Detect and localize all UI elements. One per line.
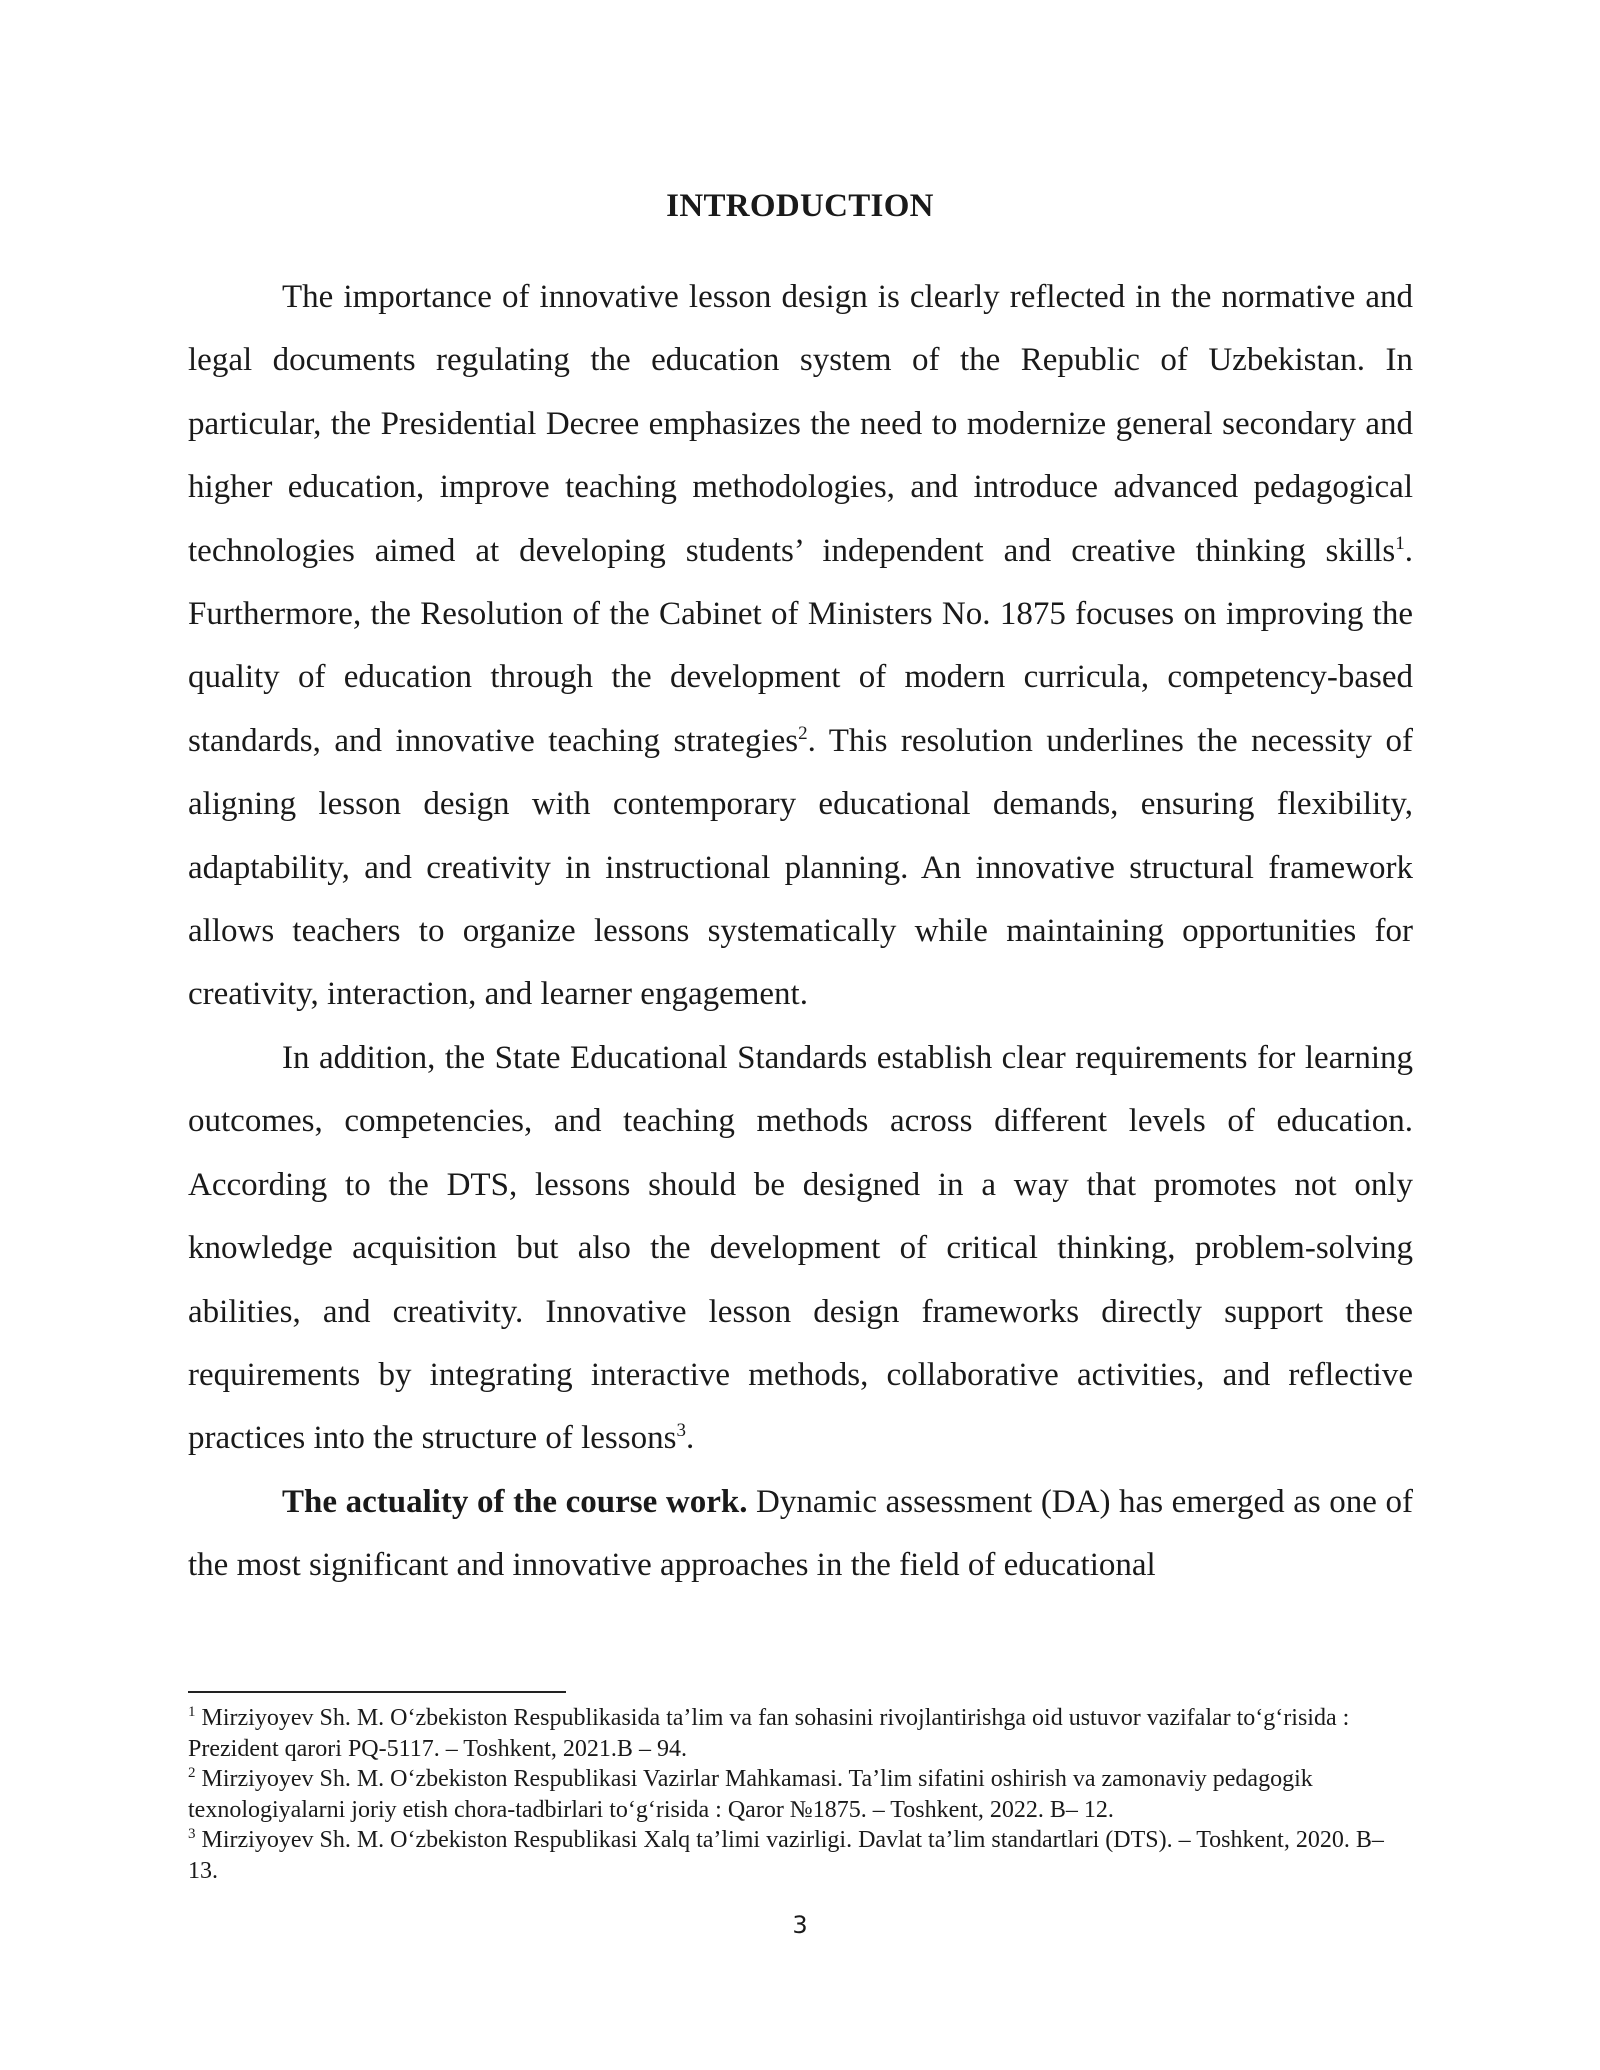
footnote-mark-1: 1 xyxy=(188,1704,196,1720)
footnote-ref-1[interactable]: 1 xyxy=(1395,532,1405,554)
footnote-1 xyxy=(188,1703,1413,1764)
footnote-2 xyxy=(188,1764,1413,1825)
paragraph-2 xyxy=(188,1027,1413,1471)
footnotes xyxy=(188,1703,1413,1886)
paragraph-2-text-b: . xyxy=(685,1420,695,1457)
paragraph-1-text-b: . Furthermore, the Resolution of the Cabinet of Ministers No. 1875 focuses on improving the quality of education through the development of modern curricula, competency-based standards, and innovative teaching strategies xyxy=(188,532,1413,759)
paragraph-1-text-c: . This resolution underlines the necessity of aligning lesson design with contemporary educational demands, ensuring flexibility, adaptability, and creativity in instructional planning. An innovative structural framework allows teachers to organize lessons systematically while maintaining opportunities for creativity, interaction, and learner engagement. xyxy=(188,722,1413,1013)
paragraph-1-text-a: The importance of innovative lesson design is clearly reflected in the normative and legal documents regulating the education system of the Republic of Uzbekistan. In particular, the Presidential Decree emphasizes the need to modernize general secondary and higher education, improve teaching methodologies, and introduce advanced pedagogical technologies aimed at developing students’ independent and creative thinking skills xyxy=(188,279,1413,569)
footnote-ref-3[interactable]: 3 xyxy=(676,1420,686,1442)
paragraph-3 xyxy=(188,1471,1413,1598)
paragraph-3-text: Dynamic assessment (DA) has emerged as one of the most significant and innovative approaches in the field of educational xyxy=(188,1483,1413,1584)
page-number: 3 xyxy=(792,1911,808,1939)
body-text xyxy=(188,266,1413,1598)
footnote-ref-2[interactable]: 2 xyxy=(798,722,808,744)
footnote-mark-2: 2 xyxy=(188,1765,196,1781)
footnote-separator xyxy=(188,1691,566,1693)
footnote-3 xyxy=(188,1825,1413,1886)
paragraph-1 xyxy=(188,266,1413,1027)
footnote-3-text: Mirziyoyev Sh. M. O‘zbekiston Respublikasi Xalq ta’limi vazirligi. Davlat ta’lim standartlari (DTS). – Toshkent, 2020. B– 13. xyxy=(188,1827,1384,1884)
footnote-mark-3: 3 xyxy=(188,1826,196,1842)
paragraph-3-bold-lead: The actuality of the course work. xyxy=(282,1483,748,1520)
section-heading: INTRODUCTION xyxy=(666,188,934,224)
footnote-2-text: Mirziyoyev Sh. M. O‘zbekiston Respublikasi Vazirlar Mahkamasi. Ta’lim sifatini oshirish va zamonaviy pedagogik texnologiyalarni joriy etish chora-tadbirlari to‘g‘risida : Qaror №1875. – Toshkent, 2022. B– 12. xyxy=(188,1766,1313,1823)
paragraph-2-text-a: In addition, the State Educational Standards establish clear requirements for learning outcomes, competencies, and teaching methods across different levels of education. According to the DTS, lessons should be designed in a way that promotes not only knowledge acquisition but also the development of critical thinking, problem-solving abilities, and creativity. Innovative lesson design frameworks directly support these requirements by integrating interactive methods, collaborative activities, and reflective practices into the structure of lessons xyxy=(188,1039,1413,1457)
footnote-1-text: Mirziyoyev Sh. M. O‘zbekiston Respublikasida ta’lim va fan sohasini rivojlantirishga oid ustuvor vazifalar to‘g‘risida : Prezident qarori PQ-5117. – Toshkent, 2021.B – 94. xyxy=(188,1705,1350,1762)
